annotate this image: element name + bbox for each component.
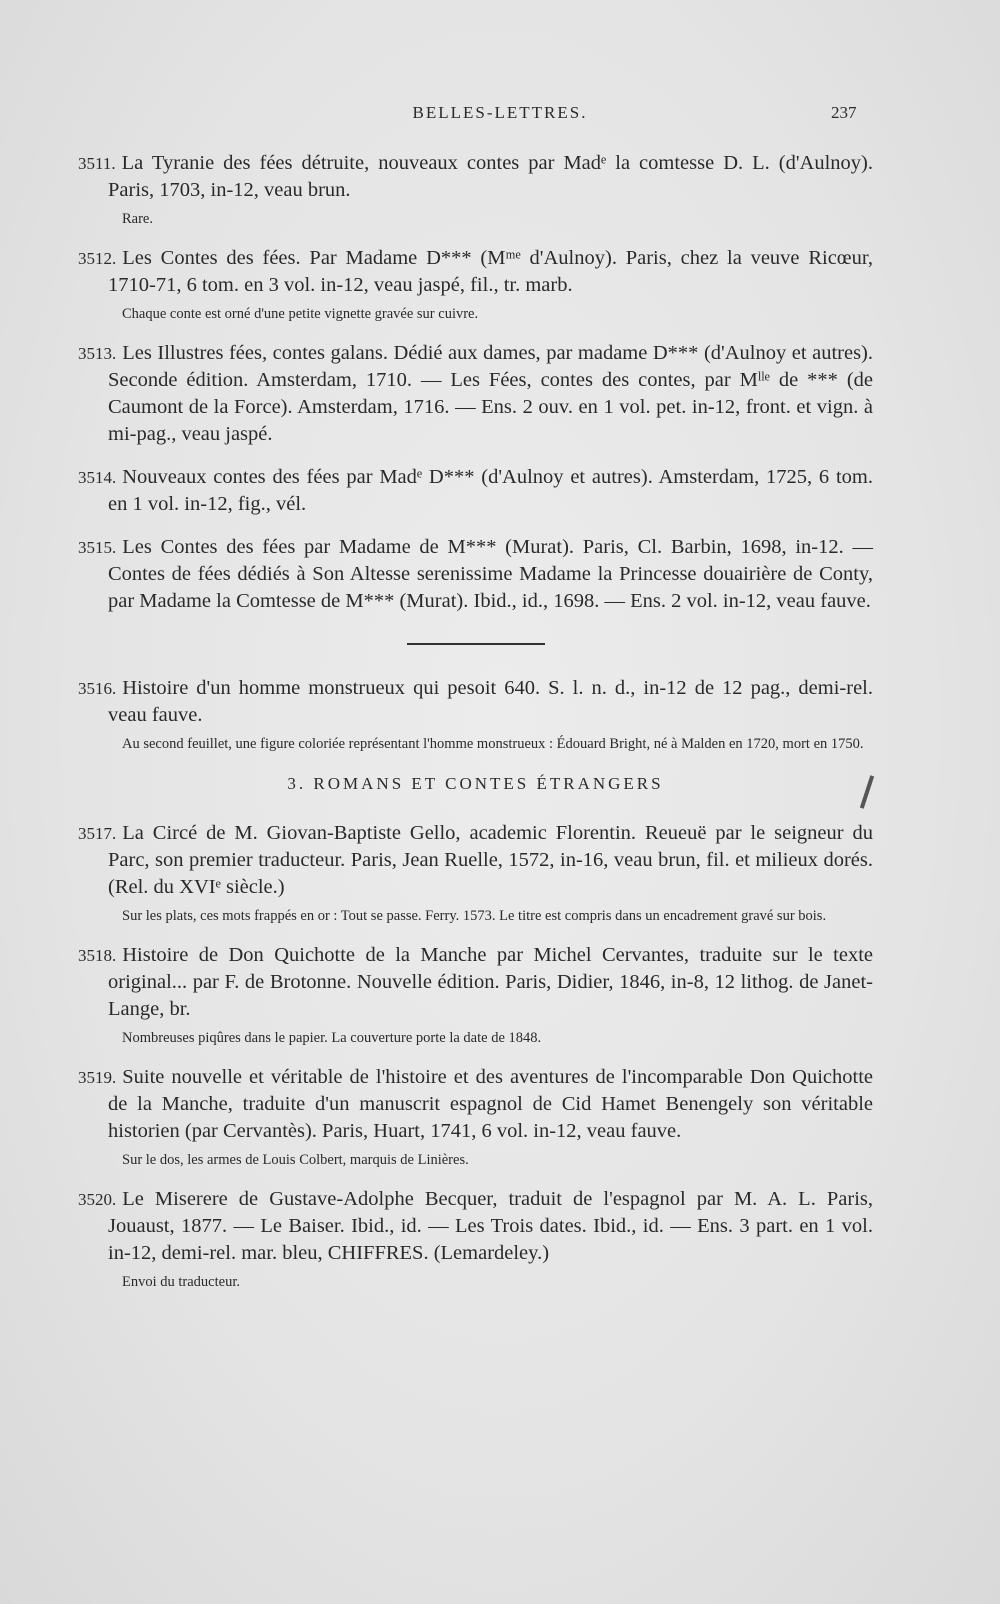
- catalogue-entry: [78, 675, 873, 754]
- catalogue-entry: [78, 1064, 873, 1170]
- entry-note: Chaque conte est orné d'une petite vignette gravée sur cuivre.: [122, 306, 479, 322]
- catalogue-entry: [78, 1186, 873, 1292]
- entry-text: La Circé de M. Giovan-Baptiste Gello, academic Florentin. Reueuë par le seigneur du Parc, son premier traducteur. Paris, Jean Ruelle, 1572, in-16, veau brun, fil. et milieux dorés. (Rel. du XVIᵉ siècle.): [108, 822, 873, 898]
- entry-text: Les Contes des fées. Par Madame D*** (Mᵐᵉ d'Aulnoy). Paris, chez la veuve Ricœur, 1710-71, 6 tom. en 3 vol. in-12, veau jaspé, fil., tr. marb.: [108, 247, 873, 296]
- catalogue-entry: [78, 464, 873, 518]
- entry-number: 3512.: [78, 249, 117, 268]
- page-content: [78, 150, 873, 1308]
- entry-note: Rare.: [122, 211, 153, 227]
- running-head: BELLES-LETTRES.: [412, 103, 588, 122]
- section-heading: 3. ROMANS ET CONTES ÉTRANGERS: [287, 774, 664, 793]
- entry-number: 3520.: [78, 1190, 117, 1209]
- page-number: 237: [831, 103, 857, 122]
- entry-text: Histoire de Don Quichotte de la Manche par Michel Cervantes, traduite sur le texte original... par F. de Brotonne. Nouvelle édition. Paris, Didier, 1846, in-8, 12 lithog. de Janet-Lange, br.: [108, 944, 873, 1020]
- entry-text: Les Illustres fées, contes galans. Dédié aux dames, par madame D*** (d'Aulnoy et autres). Seconde édition. Amsterdam, 1710. — Les Fées, contes des contes, par Mˡˡᵉ de *** (de Caumont de la Force). Amsterdam, 1716. — Ens. 2 ouv. en 1 vol. pet. in-12, front. et vign. à mi-pag., veau jaspé.: [108, 342, 873, 445]
- entry-note: Sur les plats, ces mots frappés en or : Tout se passe. Ferry. 1573. Le titre est compris dans un encadrement gravé sur bois.: [122, 908, 827, 924]
- entry-text: Suite nouvelle et véritable de l'histoire et des aventures de l'incomparable Don Quichotte de la Manche, traduite d'un manuscrit espagnol de Cid Hamet Benengely son véritable historien (par Cervantès). Paris, Huart, 1741, 6 vol. in-12, veau fauve.: [108, 1066, 873, 1142]
- catalogue-entry: [78, 245, 873, 324]
- entry-text: La Tyranie des fées détruite, nouveaux contes par Madᵉ la comtesse D. L. (d'Aulnoy). Paris, 1703, in-12, veau brun.: [108, 152, 873, 201]
- entry-number: 3518.: [78, 946, 117, 965]
- entry-note: Envoi du traducteur.: [122, 1274, 240, 1290]
- entry-number: 3514.: [78, 468, 117, 487]
- entry-text: Les Contes des fées par Madame de M*** (Murat). Paris, Cl. Barbin, 1698, in-12. — Contes de fées dédiés à Son Altesse serenissime Madame la Princesse douairière de Conty, par Madame la Comtesse de M*** (Murat). Ibid., id., 1698. — Ens. 2 vol. in-12, veau fauve.: [108, 536, 873, 612]
- entry-note: Sur le dos, les armes de Louis Colbert, marquis de Linières.: [122, 1152, 469, 1168]
- catalogue-entry: [78, 340, 873, 448]
- entry-note: Au second feuillet, une figure coloriée représentant l'homme monstrueux : Édouard Bright, né à Malden en 1720, mort en 1750.: [122, 736, 864, 752]
- catalogue-entry: [78, 942, 873, 1048]
- entry-number: 3513.: [78, 344, 117, 363]
- entry-text: Le Miserere de Gustave-Adolphe Becquer, traduit de l'espagnol par M. A. L. Paris, Jouaust, 1877. — Le Baiser. Ibid., id. — Les Trois dates. Ibid., id. — Ens. 3 part. en 1 vol. in-12, demi-rel. mar. bleu, CHIFFRES. (Lemardeley.): [108, 1188, 873, 1264]
- entry-text: Nouveaux contes des fées par Madᵉ D*** (d'Aulnoy et autres). Amsterdam, 1725, 6 tom. en 1 vol. in-12, fig., vél.: [108, 466, 873, 515]
- entry-number: 3519.: [78, 1068, 117, 1087]
- catalogue-entry: [78, 150, 873, 229]
- entry-text: Histoire d'un homme monstrueux qui pesoit 640. S. l. n. d., in-12 de 12 pag., demi-rel. veau fauve.: [108, 677, 873, 726]
- entry-number: 3515.: [78, 538, 117, 557]
- catalogue-entry: [78, 534, 873, 615]
- entry-note: Nombreuses piqûres dans le papier. La couverture porte la date de 1848.: [122, 1030, 542, 1046]
- entry-number: 3517.: [78, 824, 117, 843]
- section-divider: [407, 643, 545, 645]
- entry-number: 3511.: [78, 154, 116, 173]
- catalogue-entry: [78, 820, 873, 926]
- entry-number: 3516.: [78, 679, 117, 698]
